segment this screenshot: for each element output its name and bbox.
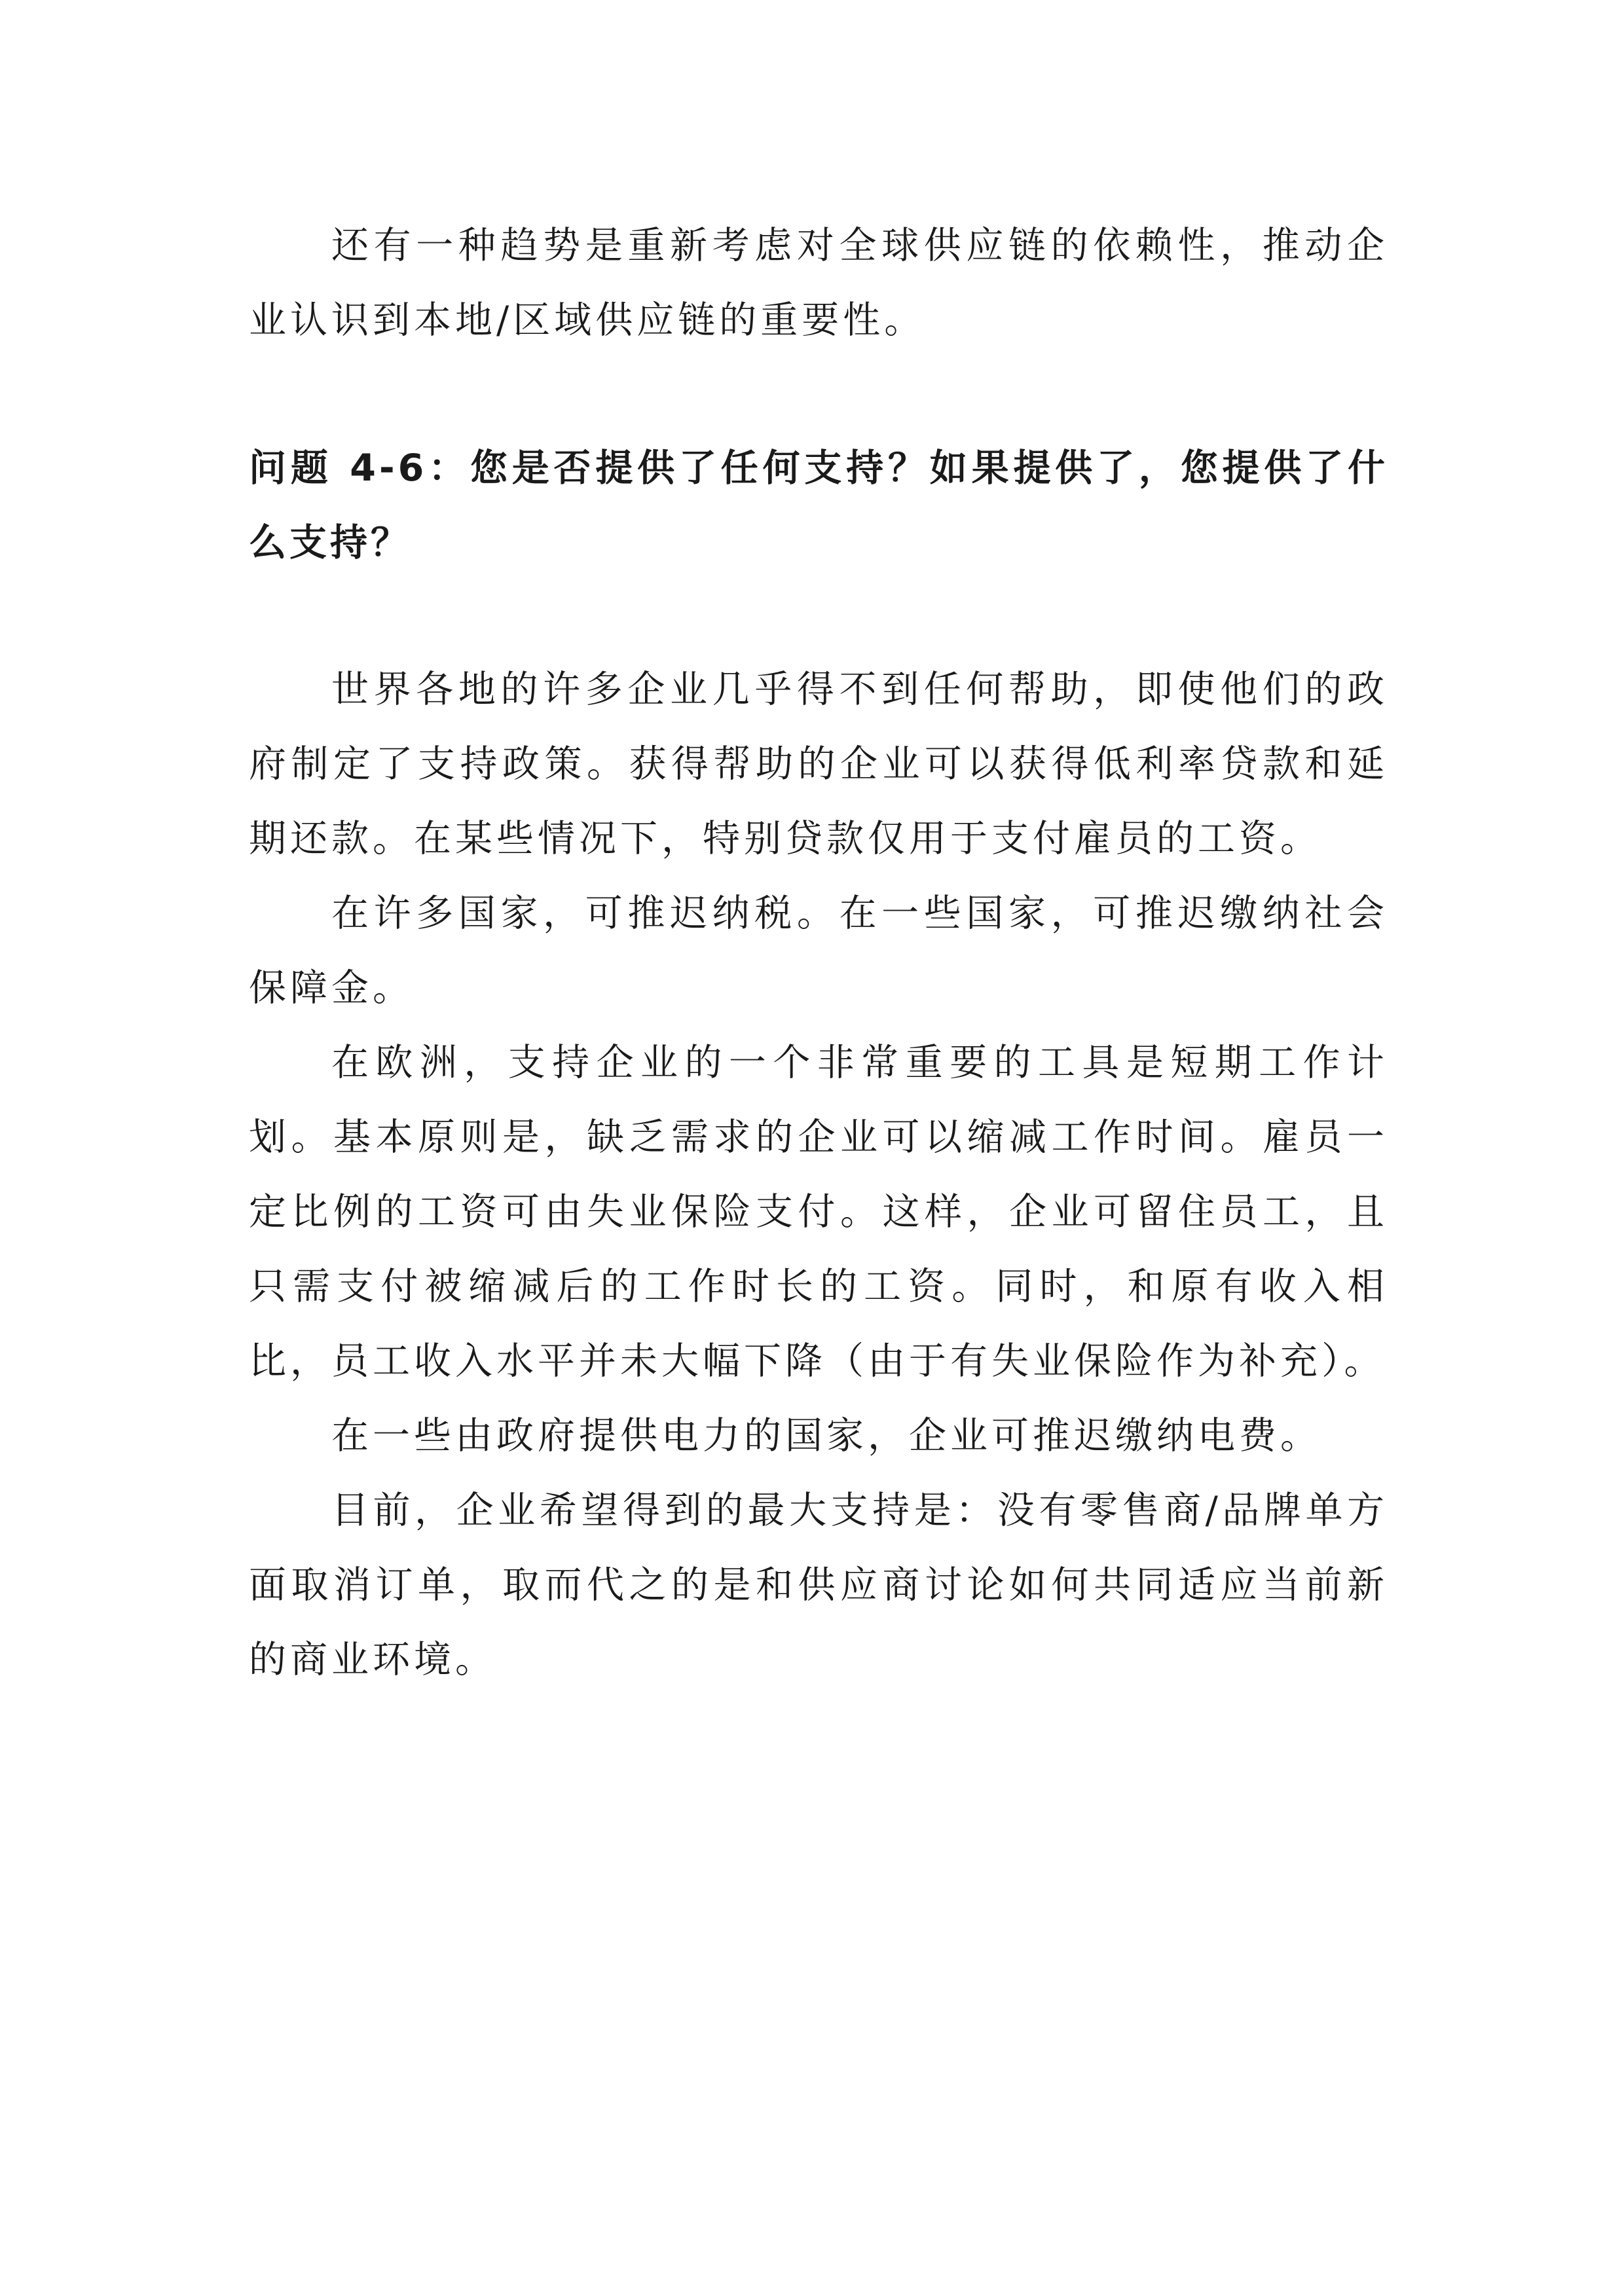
- answer-paragraph-2: 在许多国家，可推迟纳税。在一些国家，可推迟缴纳社会保障金。: [249, 892, 1388, 1010]
- answer-paragraph-5: 目前，企业希望得到的最大支持是：没有零售商/品牌单方面取消订单，取而代之的是和供应商讨论如何共同适应当前新的商业环境。: [249, 1489, 1388, 1681]
- question-heading: [249, 431, 1388, 580]
- answer-paragraph-3: 在欧洲，支持企业的一个非常重要的工具是短期工作计划。基本原则是，缺乏需求的企业可以缩减工作时间。雇员一定比例的工资可由失业保险支付。这样，企业可留住员工，且只需支付被缩减后的工作时长的工资。同时，和原有收入相比，员工收入水平并未大幅下降（由于有失业保险作为补充）。: [249, 1041, 1388, 1383]
- answer-section: [249, 652, 1388, 1697]
- answer-paragraph-1: 世界各地的许多企业几乎得不到任何帮助，即使他们的政府制定了支持政策。获得帮助的企业可以获得低利率贷款和延期还款。在某些情况下，特别贷款仅用于支付雇员的工资。: [249, 668, 1388, 860]
- question-text: 问题 4-6：您是否提供了任何支持？如果提供了，您提供了什么支持？: [249, 446, 1388, 564]
- intro-section: [249, 208, 1388, 357]
- answer-paragraph-4: 在一些由政府提供电力的国家，企业可推迟缴纳电费。: [331, 1414, 1321, 1457]
- intro-paragraph: 还有一种趋势是重新考虑对全球供应链的依赖性，推动企业认识到本地/区域供应链的重要性。: [249, 224, 1388, 342]
